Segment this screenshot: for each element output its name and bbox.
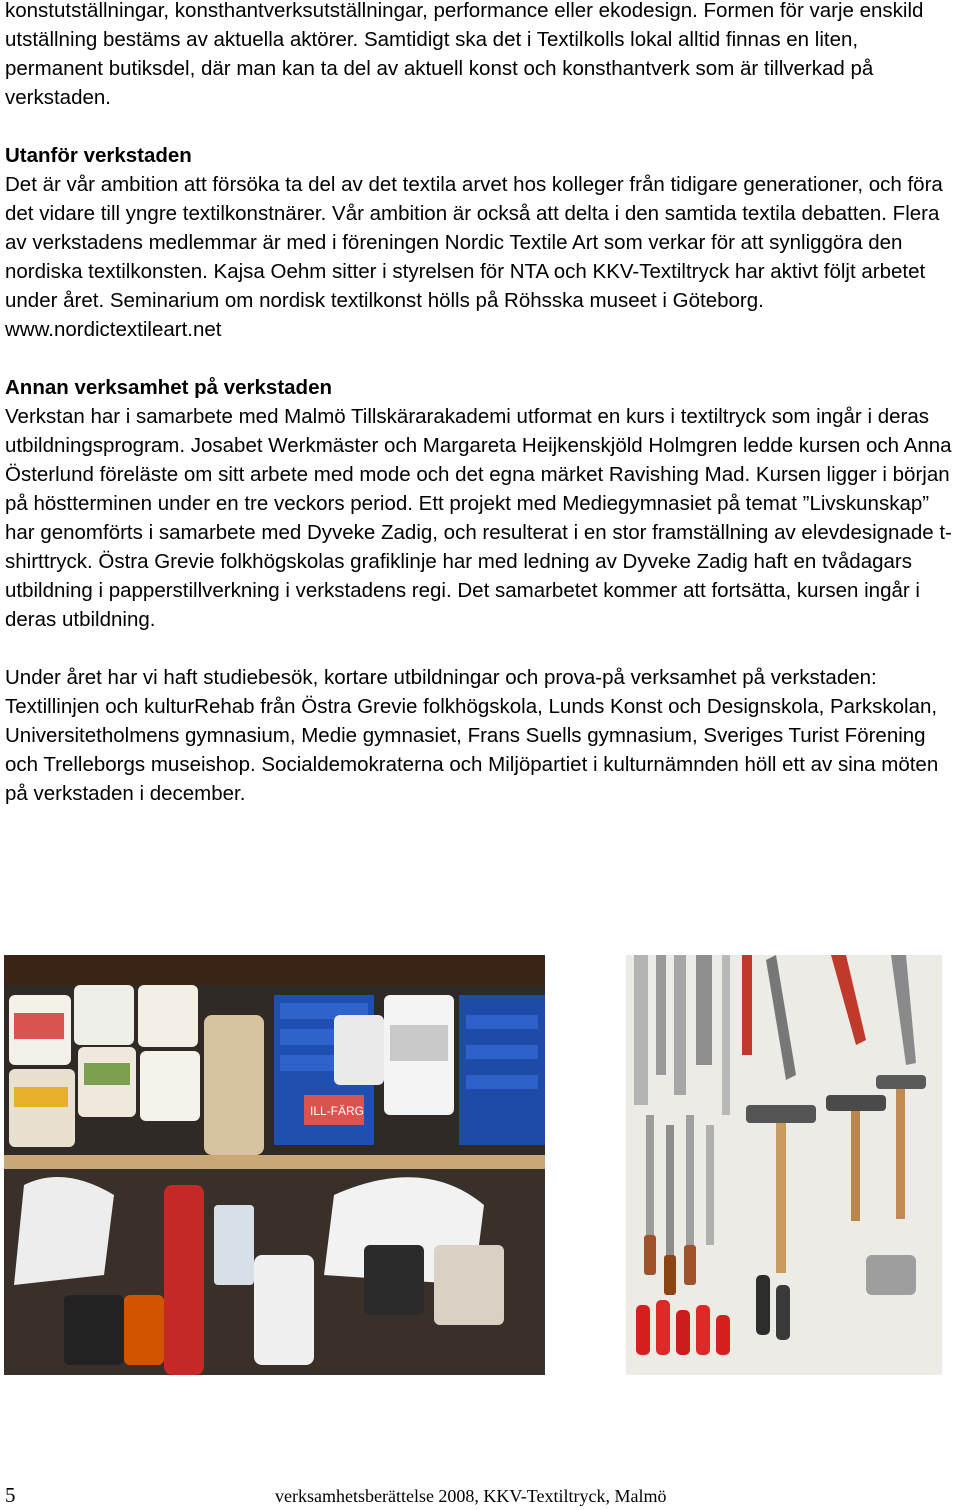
intro-paragraph: konstutställningar, konsthantverksutställningar, performance eller ekodesign. Formen för varje enskild utställning bestäms av aktuella aktörer. Samtidigt ska det i Textilkolls lokal alltid finnas en liten, permanent butiksdel, där man kan ta del av aktuell konst och konsthantverk som är tillverkad på verkstaden. xyxy=(5,0,924,109)
shelf-photo-image xyxy=(4,955,545,1375)
page-footer xyxy=(5,1483,945,1509)
page-number: 5 xyxy=(5,1483,16,1507)
tub-label-text: ILL-FÄRG xyxy=(310,1104,365,1118)
section-heading-other: Annan verksamhet på verkstaden xyxy=(5,376,332,399)
tool-wall-photo-image xyxy=(626,955,942,1375)
section-heading-outside: Utanför verkstaden xyxy=(5,144,192,167)
section-body-other: Verkstan har i samarbete med Malmö Tillskärarakademi utformat en kurs i textiltryck som ingår i deras utbildningsprogram. Josabet Werkmäster och Margareta Heijkenskjöld Holmgren ledde kursen och Anna Österlund föreläste om sitt arbete med mode och det egna märket Ravishing Mad. Kursen ligger i början på höstterminen under en tre veckors period. Ett projekt med Mediegymnasiet på temat ”Livskunskap” har genomförts i samarbete med Dyveke Zadig, och resulterat i en stor framställning av elevdesignade t-shirttryck. Östra Grevie folkhögskolas grafiklinje har med ledning av Dyveke Zadig haft en tvådagars utbildning i papperstillverkning i verkstadens regi. Det samarbetet kommer att fortsätta, kursen ingår i deras utbildning. xyxy=(5,405,952,631)
tool-wall-photo xyxy=(626,955,942,1375)
visits-paragraph: Under året har vi haft studiebesök, kortare utbildningar och prova-på verksamhet på verkstaden: Textillinjen och kulturRehab från Östra Grevie folkhögskola, Lunds Konst och Designskola, Parkskolan, Universitetholmens gymnasium, Medie gymnasiet, Frans Suells gymnasium, Sveriges Turist Förening och Trelleborgs museishop. Socialdemokraterna och Miljöpartiet i kulturnämnden höll ett av sina möten på verkstaden i december. xyxy=(5,666,939,805)
photo-row xyxy=(4,955,956,1375)
document-page xyxy=(5,0,960,808)
section-body-outside: Det är vår ambition att försöka ta del av det textila arvet hos kolleger från tidigare generationer, och föra det vidare till yngre textilkonstnärer. Vår ambition är också att delta i den samtida textila debatten. Flera av verkstadens medlemmar är med i föreningen Nordic Textile Art som verkar för att synliggöra den nordiska textilkonsten. Kajsa Oehm sitter i styrelsen för NTA och KKV-Textiltryck har aktivt följt arbetet under året. Seminarium om nordisk textilkonst hölls på Röhsska museet i Göteborg. www.nordictextileart.net xyxy=(5,173,943,341)
footer-text: verksamhetsberättelse 2008, KKV-Textiltryck, Malmö xyxy=(275,1486,667,1506)
shelf-photo xyxy=(4,955,545,1375)
